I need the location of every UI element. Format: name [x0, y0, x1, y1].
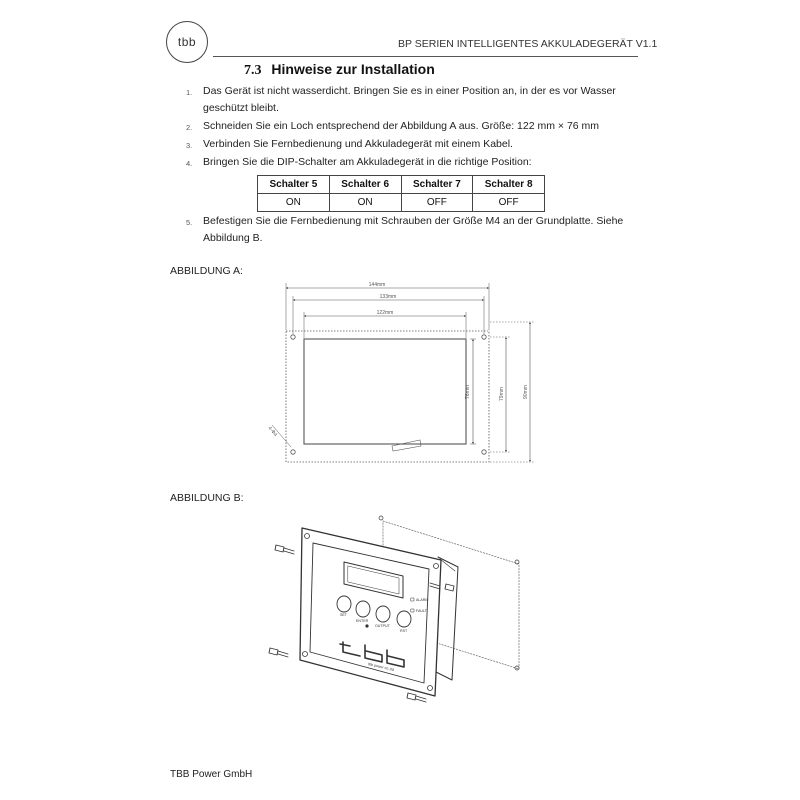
list-item-number: 2.	[186, 123, 193, 132]
cutout-rectangle	[304, 339, 466, 444]
list-item-text: Schneiden Sie ein Loch entsprechend der Abbildung A aus. Größe: 122 mm × 76 mm	[203, 120, 600, 132]
table-cell: OFF	[401, 194, 473, 212]
section-title: Hinweise zur Installation	[271, 61, 435, 77]
panel-brand-subtitle: tbb power co.,ltd	[367, 662, 395, 672]
list-item-number: 4.	[186, 159, 193, 168]
screw	[407, 693, 426, 702]
screw	[275, 545, 294, 554]
list-item-text: Das Gerät ist nicht wasserdicht. Bringen Sie es in einer Position an, in der es vor Wasser geschützt bleibt.	[203, 85, 616, 114]
output-button-label: OUTPUT	[375, 624, 390, 628]
table-cell: ON	[258, 194, 330, 212]
dim-90-label: 90mm	[523, 385, 529, 399]
rst-button-label: RST	[400, 629, 408, 633]
dim-133-label: 133mm	[379, 294, 397, 300]
list-item-text: Verbinden Sie Fernbedienung und Akkuladegerät mit einem Kabel.	[203, 138, 513, 150]
set-button-label: SET	[340, 613, 347, 617]
list-item-number: 5.	[186, 218, 193, 227]
document-header-title: BP SERIEN INTELLIGENTES AKKULADEGERÄT V1.1	[398, 38, 658, 50]
enter-button-label: ENTER	[356, 619, 369, 623]
dim-79-label: 79mm	[499, 387, 505, 401]
mounting-hole	[482, 450, 486, 454]
logo-text: tbb	[177, 35, 197, 49]
figure-a-drawing	[272, 283, 535, 462]
table-header-cell: Schalter 6	[329, 176, 401, 194]
dim-122-label: 122mm	[376, 310, 394, 316]
fault-led-label: FAULT	[416, 609, 427, 613]
list-item-text: Befestigen Sie die Fernbedienung mit Schrauben der Größe M4 an der Grundplatte. Siehe Abbildung B.	[203, 215, 624, 244]
dim-144-label: 144mm	[368, 282, 386, 288]
table-header-cell: Schalter 5	[258, 176, 330, 194]
hole-size-label: 4-Φ4	[266, 425, 279, 438]
mounting-hole	[482, 335, 486, 339]
mounting-hole	[291, 450, 295, 454]
table-cell: OFF	[473, 194, 545, 212]
panel-outline	[286, 331, 489, 462]
figure-b-drawing	[269, 516, 519, 702]
table-header-cell: Schalter 8	[473, 176, 545, 194]
table-cell: ON	[329, 194, 401, 212]
list-item-text: Bringen Sie die DIP-Schalter am Akkuladegerät in die richtige Position:	[203, 156, 532, 168]
figure-a-label: ABBILDUNG A:	[170, 265, 243, 277]
list-item-number: 1.	[186, 88, 193, 97]
mounting-hole	[291, 335, 295, 339]
footer-company: TBB Power GmbH	[170, 769, 253, 780]
list-item-number: 3.	[186, 141, 193, 150]
screw	[269, 648, 288, 657]
dim-76-label: 76mm	[465, 385, 471, 399]
table-header-cell: Schalter 7	[401, 176, 473, 194]
section-number: 7.3	[244, 63, 262, 78]
figure-b-label: ABBILDUNG B:	[170, 492, 244, 504]
alarm-led-label: ALARM	[416, 598, 429, 602]
